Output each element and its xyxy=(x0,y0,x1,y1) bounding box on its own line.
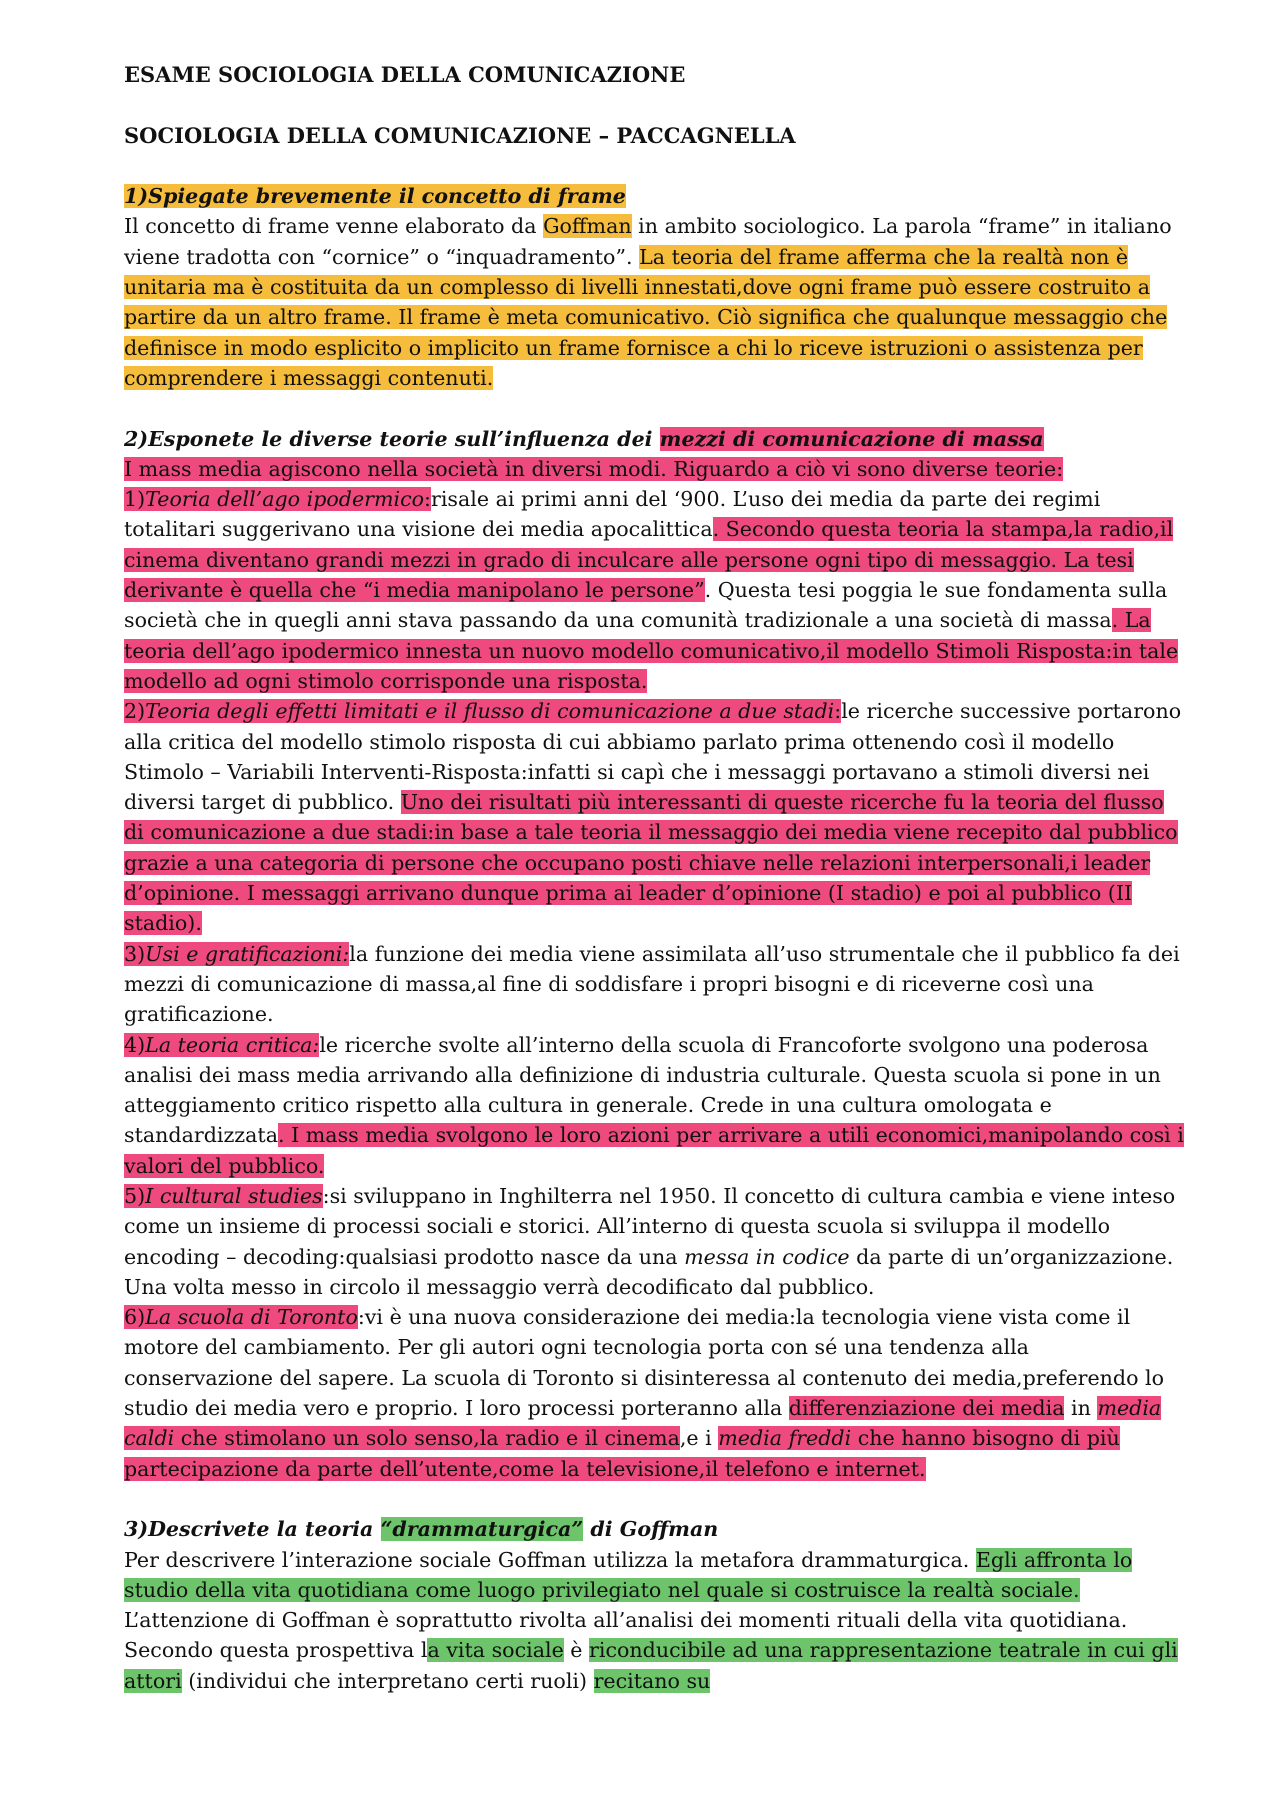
exam-title: ESAME SOCIOLOGIA DELLA COMUNICAZIONE xyxy=(124,62,686,87)
course-title: SOCIOLOGIA DELLA COMUNICAZIONE – PACCAGNELLA xyxy=(124,122,796,148)
theory-6-name: La scuola di Toronto xyxy=(145,1305,358,1330)
theory-2-name: Teoria degli effetti limitati e il flusso di comunicazione a due stadi xyxy=(145,699,835,724)
theory-1-name: Teoria dell’ago ipodermico xyxy=(145,487,425,512)
theory-3-name: Usi e gratificazioni: xyxy=(145,941,350,966)
question-1-heading: 1)Spiegate brevemente il concetto di frame xyxy=(124,184,626,209)
highlight-frame-theory: La teoria del frame afferma che la realtà non è unitaria ma è costituita da un complesso di livelli innestati,dove ogni frame può essere costruito a partire da un altro frame. Il frame è meta comunicativo. Ciò significa che qualunque messaggio che definisce in modo esplicito o implicito un frame fornisce a chi lo riceve istruzioni o assistenza per comprendere i messaggi contenuti. xyxy=(124,244,1168,390)
question-1-answer: Il concetto di frame venne elaborato da Goffman in ambito sociologico. La parola “frame” in italiano viene tradotta con “cornice” o “inquadramento”. La teoria del frame afferma che la realtà non è unitaria ma è costituita da un complesso di livelli innestati,dove ogni frame può essere costruito a partire da un altro frame. Il frame è meta comunicativo. Ciò significa che qualunque messaggio che definisce in modo esplicito o implicito un frame fornisce a chi lo riceve istruzioni o assistenza per comprendere i messaggi contenuti. xyxy=(124,214,1172,390)
highlight-goffman: Goffman xyxy=(543,214,632,239)
question-3-heading: 3)Descrivete la teoria “drammaturgica” di Goffman xyxy=(124,1517,719,1542)
document-page xyxy=(124,60,1184,1696)
question-2-heading: 2)Esponete le diverse teorie sull’influenza dei mezzi di comunicazione di massa xyxy=(124,426,1044,451)
question-2-answer: I mass media agiscono nella società in diversi modi. Riguardo a ciò vi sono diverse teorie: 1)Teoria dell’ago ipodermico:risale ai primi anni del ‘900. L’uso dei media da parte dei regimi totalitari suggerivano una visione dei media apocalittica. Secondo questa teoria la stampa,la radio,il cinema diventano grandi mezzi in grado di inculcare alle persone ogni tipo di messaggio. La tesi derivante è quella che “i media manipolano le persone”. Questa tesi poggia le sue fondamenta sulla società che in quegli anni stava passando da una comunità tradizionale a una società di massa. La teoria dell’ago ipodermico innesta un nuovo modello comunicativo,il modello Stimoli Risposta:in tale modello ad ogni stimolo corrisponde una risposta. 2)Teoria degli effetti limitati e il flusso di comunicazione a due stadi:le ricerche successive portarono alla critica del modello stimolo risposta di cui abbiamo parlato prima ottenendo così il modello Stimolo – Variabili Interventi-Risposta:infatti si capì che i messaggi portavano a stimoli diversi nei diversi target di pubblico. Uno dei risultati più interessanti di queste ricerche fu la teoria del flusso di comunicazione a due stadi:in base a tale teoria il messaggio dei media viene recepito dal pubblico grazie a una categoria di persone che occupano posti chiave nelle relazioni interpersonali,i leader d’opinione. I messaggi arrivano dunque prima ai leader d’opinione (I stadio) e poi al pubblico (II stadio). 3)Usi e gratificazioni:la funzione dei media viene assimilata all’uso strumentale che il pubblico fa dei mezzi di comunicazione di massa,al fine di soddisfare i propri bisogni e di riceverne così una gratificazione. 4)La teoria critica:le ricerche svolte all’interno della scuola di Francoforte svolgono una poderosa analisi dei mass media arrivando alla definizione di industria culturale. Questa scuola si pone in un atteggiamento critico rispetto alla cultura in generale. Crede in una cultura omologata e standardizzata. I mass media svolgono le loro azioni per arrivare a utili economici,manipolando così i valori del pubblico. 5)I cultural studies:si sviluppano in Inghilterra nel 1950. Il concetto di cultura cambia e viene inteso come un insieme di processi sociali e storici. All’interno di questa scuola si sviluppa il modello encoding – decoding:qualsiasi prodotto nasce da una messa in codice da parte di un’organizzazione. Una volta messo in circolo il messaggio verrà decodificato dal pubblico. 6)La scuola di Toronto:vi è una nuova considerazione dei media:la tecnologia viene vista come il motore del cambiamento. Per gli autori ogni tecnologia porta con sé una tendenza alla conservazione del sapere. La scuola di Toronto si disinteressa al contenuto dei media,preferendo lo studio dei media vero e proprio. I loro processi porteranno alla differenziazione dei media in media caldi che stimolano un solo senso,la radio e il cinema,e i media freddi che hanno bisogno di più partecipazione da parte dell’utente,come la televisione,il telefono e internet. xyxy=(124,456,1184,1481)
theory-4-name: La teoria critica: xyxy=(145,1032,320,1057)
theory-5-name: I cultural studies xyxy=(145,1183,323,1208)
intro-highlight: I mass media agiscono nella società in diversi modi. Riguardo a ciò vi sono diverse teorie: xyxy=(124,456,1064,481)
question-3-answer: Per descrivere l’interazione sociale Goffman utilizza la metafora drammaturgica. Egli affronta lo studio della vita quotidiana come luogo privilegiato nel quale si costruisce la realtà sociale. L’attenzione di Goffman è soprattutto rivolta all’analisi dei momenti rituali della vita quotidiana. Secondo questa prospettiva la vita sociale è riconducibile ad una rappresentazione teatrale in cui gli attori (individui che interpretano certi ruoli) recitano su xyxy=(124,1547,1178,1693)
